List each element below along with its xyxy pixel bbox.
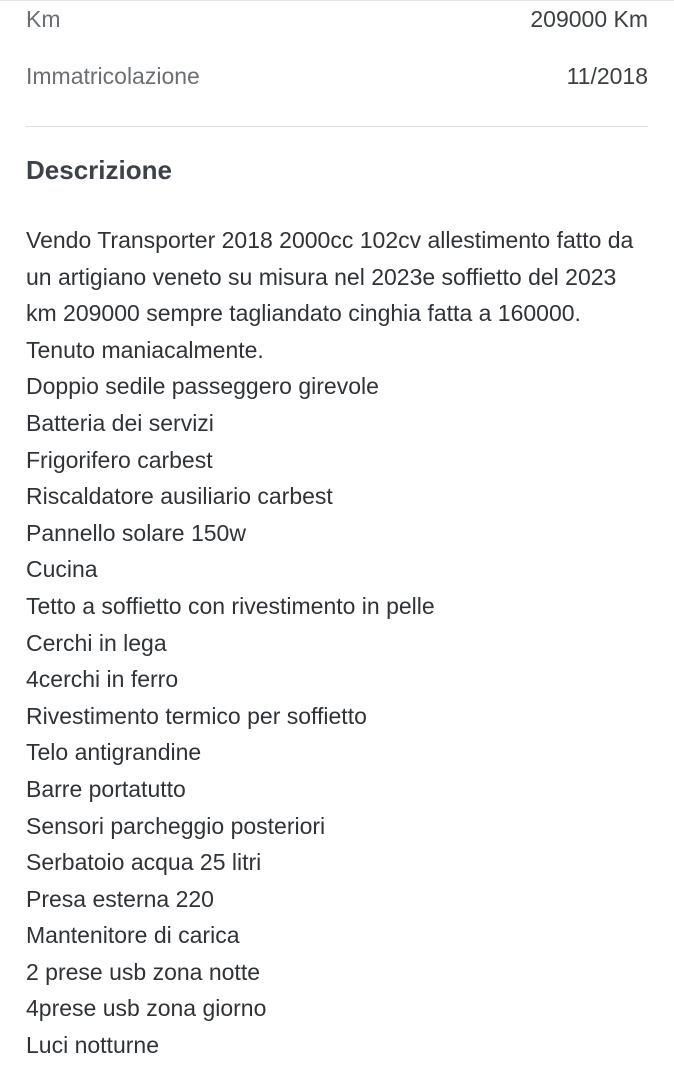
description-line: Vendo Transporter 2018 2000cc 102cv allestimento fatto da [26, 227, 634, 253]
description-line: Presa esterna 220 [26, 885, 214, 912]
description-line: un artigiano veneto su misura nel 2023e soffietto del 2023 [26, 263, 617, 290]
description-line: Barre portatutto [26, 775, 186, 802]
spec-label-registration: Immatricolazione [26, 63, 200, 89]
description-line: Sensori parcheggio posteriori [26, 812, 326, 839]
description-line: Batteria dei servizi [26, 409, 214, 436]
description-line: Tenuto maniacalmente. [26, 336, 264, 363]
description-line: Cerchi in lega [26, 629, 167, 656]
description-line: 2 prese usb zona notte [26, 958, 260, 985]
description-line: Serbatoio acqua 25 litri [26, 849, 262, 876]
description-line: 4cerchi in ferro [26, 666, 179, 693]
description-line: Rivestimento termico per soffietto [26, 702, 367, 729]
spec-value-km: 209000 Km [530, 6, 648, 32]
description-body [26, 222, 656, 1064]
description-line: km 209000 sempre tagliandato cinghia fatta a 160000. [26, 300, 581, 327]
spec-row-registration [26, 63, 648, 90]
spec-row-km [26, 6, 648, 33]
section-divider [26, 126, 648, 127]
description-line: Cucina [26, 556, 98, 583]
description-line: 4prese usb zona giorno [26, 995, 267, 1022]
top-edge [0, 0, 674, 1]
description-title: Descrizione [26, 155, 172, 185]
description-line: Luci notturne [26, 1032, 159, 1059]
spec-label-km: Km [26, 6, 61, 32]
description-line: Telo antigrandine [26, 739, 202, 766]
description-line: Mantenitore di carica [26, 922, 240, 949]
description-line: Doppio sedile passeggero girevole [26, 373, 379, 400]
description-line: Tetto a soffietto con rivestimento in pelle [26, 592, 435, 619]
description-line: Frigorifero carbest [26, 446, 213, 473]
spec-value-registration: 11/2018 [566, 63, 648, 89]
description-line: Riscaldatore ausiliario carbest [26, 483, 333, 510]
description-line: Pannello solare 150w [26, 519, 246, 546]
